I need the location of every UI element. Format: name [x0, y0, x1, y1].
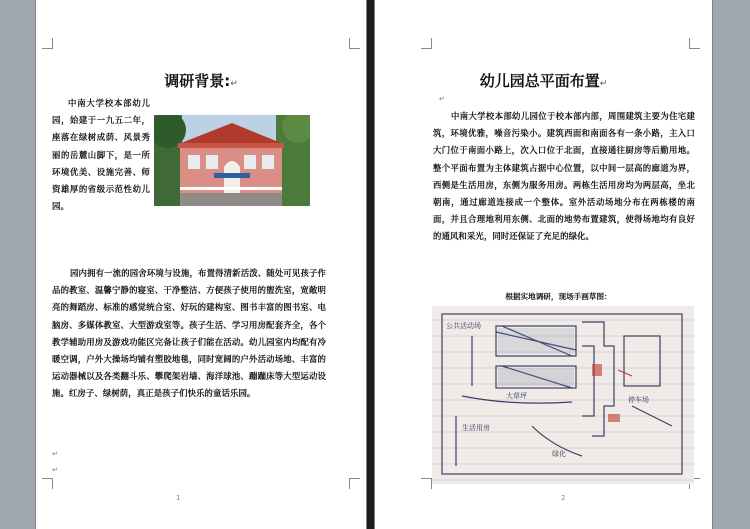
sketch-label: 停车场 [628, 396, 649, 404]
layout-paragraph[interactable]: 中南大学校本部幼儿园位于校本部内部，周围建筑主要为住宅建筑，环境优雅，噪音污染小。建筑西面和南面各有一条小路，主入口大门位于南面小路上，次入口位于北面，直接通往厨房等后勤用地。整个平面布置为主体建筑占据中心位置，以中间一层高的廊道为界，西侧是生活用房，东侧为服务用房。两栋生活用房均为两层高，坐北朝南，通过廊道连接成一个整体。室外活动场地分布在两栋楼的南面，并且合理地利用东侧、北面的地势布置建筑，使得场地均有良好的通风和采光，同时还保证了充足的绿化。 [433, 111, 695, 242]
kindergarten-photo [154, 115, 310, 206]
page-title-text: 幼儿园总平面布置 [479, 72, 600, 90]
crop-mark [689, 38, 700, 49]
paragraph-mark-icon: ↵ [439, 95, 445, 103]
page-gap-divider [366, 0, 375, 529]
page-number: 2 [561, 494, 566, 502]
crop-mark [421, 38, 432, 49]
crop-mark [349, 478, 360, 489]
page-title [375, 70, 712, 91]
crop-mark [349, 38, 360, 49]
intro-paragraph[interactable]: 中南大学校本部幼儿园，始建于一九五二年，座落在绿树成荫、风景秀丽的岳麓山脚下，是一所环境优美、设施完善、师资雄厚的省级示范性幼儿园。 [52, 98, 150, 212]
document-page-2[interactable] [375, 0, 712, 529]
sketch-label: 绿化 [552, 450, 566, 458]
paragraph-mark-icon: ↵ [52, 466, 58, 474]
crop-mark [421, 478, 432, 489]
document-page-1[interactable] [36, 0, 366, 529]
workspace-background [712, 0, 750, 529]
main-paragraph[interactable]: 园内拥有一流的园舍环境与设施，布置得清新活泼、随处可见孩子作品的教室、温馨宁静的寝室、干净整洁、方便孩子使用的盥洗室，宽敞明亮的舞蹈房、标准的感觉统合室、好玩的建构室、图书丰富的图书室、电脑房、多媒体教室、大型游戏室等。孩子生活、学习用房配套齐全，各个教学辅助用房及游戏功能区完备让孩子们能在活动。幼儿园室内均配有冷暖空调，户外大操场均铺有塑胶地毯，同时宽阔的户外活动场地、丰富的运动器械以及各类翻斗乐、攀爬架岩墙、海洋球池、蹦蹦床等大型运动设施。红房子、绿树荫，真正是孩子们快乐的童话乐园。 [52, 268, 326, 399]
page-number: 1 [176, 494, 181, 502]
crop-mark [42, 38, 53, 49]
page-title-text: 调研背景: [164, 72, 231, 90]
paragraph-mark-icon: ↵ [230, 79, 238, 89]
sketch-label: 公共活动场 [446, 322, 481, 330]
sketch-label: 大草坪 [506, 392, 527, 400]
sketch-label: 生活用房 [462, 424, 490, 432]
page-title [36, 70, 366, 91]
kindergarten-photo-image [154, 115, 310, 206]
paragraph-mark-icon: ↵ [599, 79, 608, 89]
hand-drawn-site-sketch [432, 306, 694, 484]
site-sketch-image [432, 306, 694, 484]
paragraph-mark-icon: ↵ [52, 450, 58, 458]
sketch-caption: 根据实地调研，现场手画草图： [505, 292, 612, 301]
crop-mark [42, 478, 53, 489]
